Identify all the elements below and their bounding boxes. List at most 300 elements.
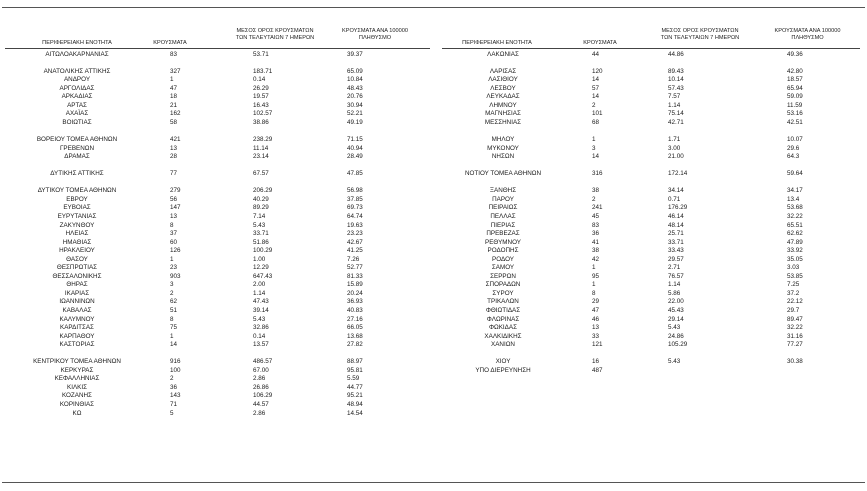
cell-avg: 26.29 <box>253 84 269 92</box>
cell-per: 20.24 <box>347 289 363 297</box>
cell-region: ΝΟΤΙΟΥ ΤΟΜΕΑ ΑΘΗΝΩΝ <box>464 170 542 178</box>
cell-per: 30.38 <box>787 358 803 366</box>
cell-per: 39.37 <box>347 50 363 58</box>
cell-region: ΗΛΕΙΑΣ <box>65 230 89 238</box>
table-row <box>0 187 440 196</box>
table-row <box>0 401 440 410</box>
cell-cases: 2 <box>592 195 596 203</box>
table-row <box>0 290 440 299</box>
table-row <box>0 153 440 162</box>
table-row <box>440 281 867 290</box>
cell-region: ΛΕΣΒΟΥ <box>490 84 516 92</box>
cell-avg: 67.00 <box>253 366 269 374</box>
cell-region: ΠΙΕΡΙΑΣ <box>490 221 516 229</box>
table-row <box>0 256 440 265</box>
cell-region: ΡΟΔΟΠΗΣ <box>487 247 519 255</box>
cell-region: ΑΡΚΑΔΙΑΣ <box>61 93 93 101</box>
cell-cases: 36 <box>592 230 600 238</box>
cell-per: 13.4 <box>787 195 800 203</box>
cell-region: ΘΑΣΟΥ <box>66 255 88 263</box>
cell-avg: 486.57 <box>253 358 273 366</box>
cell-region: ΦΩΚΙΔΑΣ <box>489 324 517 332</box>
cell-per: 77.27 <box>787 341 803 349</box>
cell-cases: 58 <box>170 118 178 126</box>
table-row <box>0 222 440 231</box>
cell-region: ΜΗΛΟΥ <box>491 136 515 144</box>
cell-per: 14.54 <box>347 409 363 417</box>
cell-avg: 57.43 <box>668 84 684 92</box>
cell-per: 34.17 <box>787 187 803 195</box>
cell-region: ΜΑΓΝΗΣΙΑΣ <box>485 110 521 118</box>
cell-region: ΘΕΣΠΡΩΤΙΑΣ <box>56 264 98 272</box>
cell-per: 59.09 <box>787 93 803 101</box>
table-row <box>440 213 867 222</box>
table-row <box>0 213 440 222</box>
cell-cases: 8 <box>592 289 596 297</box>
cell-avg: 40.29 <box>253 195 269 203</box>
cell-avg: 24.86 <box>668 332 684 340</box>
table-row <box>440 298 867 307</box>
cell-cases: 13 <box>592 324 600 332</box>
cell-avg: 2.86 <box>253 409 266 417</box>
cell-per: 52.21 <box>347 110 363 118</box>
cell-cases: 279 <box>170 187 181 195</box>
cell-cases: 33 <box>592 332 600 340</box>
cell-per: 49.36 <box>787 50 803 58</box>
cell-per: 35.05 <box>787 255 803 263</box>
cell-cases: 45 <box>592 212 600 220</box>
cell-avg: 89.29 <box>253 204 269 212</box>
cell-cases: 77 <box>170 170 178 178</box>
cell-avg: 2.86 <box>253 375 266 383</box>
cell-cases: 1 <box>592 281 596 289</box>
cell-cases: 1 <box>592 264 596 272</box>
table-row <box>440 145 867 154</box>
cell-cases: 71 <box>170 401 178 409</box>
cell-region: ΛΑΡΙΣΑΣ <box>489 67 517 75</box>
cell-region: ΚΕΝΤΡΙΚΟΥ ΤΟΜΕΑ ΑΘΗΝΩΝ <box>33 358 121 366</box>
cell-cases: 41 <box>592 238 600 246</box>
cell-region: ΙΚΑΡΙΑΣ <box>64 289 90 297</box>
left-header-region: ΠΕΡΙΦΕΡΕΙΑΚΗ ΕΝΟΤΗΤΑ <box>42 40 112 46</box>
table-row <box>0 410 440 419</box>
cell-cases: 14 <box>592 153 600 161</box>
cell-region: ΑΝΔΡΟΥ <box>63 76 91 84</box>
table-row <box>0 119 440 128</box>
cell-per: 19.63 <box>347 221 363 229</box>
cell-per: 31.16 <box>787 332 803 340</box>
cell-cases: 46 <box>592 315 600 323</box>
cell-region: ΑΧΑΪΑΣ <box>65 110 89 118</box>
cell-cases: 21 <box>170 101 178 109</box>
cell-per: 5.59 <box>347 375 360 383</box>
cell-per: 40.83 <box>347 307 363 314</box>
cell-region: ΧΑΝΙΩΝ <box>491 341 515 349</box>
cell-region: ΚΑΡΔΙΤΣΑΣ <box>60 324 94 332</box>
cell-per: 88.97 <box>347 358 363 366</box>
right-header-per100k <box>760 28 855 41</box>
cell-region: ΥΠΟ ΔΙΕΡΕΥΝΗΣΗ <box>475 366 531 374</box>
cell-cases: 29 <box>592 298 600 306</box>
table-row <box>0 273 440 282</box>
cell-cases: 51 <box>170 307 178 314</box>
cell-per: 29.6 <box>787 144 800 152</box>
cell-per: 11.59 <box>787 101 803 109</box>
cell-per: 36.93 <box>347 298 363 306</box>
left-header-avg <box>220 28 330 41</box>
table-row <box>0 204 440 213</box>
left-header-avg-line1: ΜΕΣΟΣ ΟΡΟΣ ΚΡΟΥΣΜΑΤΩΝ <box>236 28 314 34</box>
cell-cases: 95 <box>592 272 600 280</box>
table-row <box>0 264 440 273</box>
table-row <box>440 136 867 145</box>
cell-cases: 2 <box>592 101 596 109</box>
cell-avg: 23.14 <box>253 153 269 161</box>
table-row <box>0 350 440 359</box>
table-row <box>440 333 867 342</box>
cell-region: ΙΩΑΝΝΙΝΩΝ <box>59 298 95 306</box>
table-row <box>0 110 440 119</box>
cell-region: ΕΥΒΟΙΑΣ <box>63 204 91 212</box>
cell-region: ΧΑΛΚΙΔΙΚΗΣ <box>484 332 522 340</box>
table-row <box>440 170 867 179</box>
cell-region: ΒΟΡΕΙΟΥ ΤΟΜΕΑ ΑΘΗΝΩΝ <box>36 136 118 144</box>
cell-region: ΦΘΙΩΤΙΔΑΣ <box>485 307 521 314</box>
cell-avg: 5.43 <box>668 324 681 332</box>
table-row <box>0 239 440 248</box>
table-row <box>440 153 867 162</box>
table-row <box>440 341 867 350</box>
cell-avg: 102.57 <box>253 110 273 118</box>
right-header-avg-line2: ΤΩΝ ΤΕΛΕΥΤΑΙΩΝ 7 ΗΜΕΡΩΝ <box>660 34 740 41</box>
cell-per: 3.03 <box>787 264 800 272</box>
table-row <box>0 324 440 333</box>
cell-per: 42.51 <box>787 118 803 126</box>
cell-cases: 38 <box>592 247 600 255</box>
table-row <box>440 307 867 316</box>
cell-cases: 62 <box>170 298 178 306</box>
table-row <box>0 341 440 350</box>
cell-cases: 13 <box>170 212 178 220</box>
cell-cases: 2 <box>170 375 174 383</box>
cell-cases: 37 <box>170 230 178 238</box>
cell-cases: 143 <box>170 392 181 400</box>
cell-avg: 51.86 <box>253 238 269 246</box>
table-row <box>0 145 440 154</box>
table-row <box>0 358 440 367</box>
cell-per: 10.07 <box>787 136 803 144</box>
cell-per: 22.12 <box>787 298 803 306</box>
table-row <box>440 247 867 256</box>
cell-per: 42.67 <box>347 238 363 246</box>
cell-per: 59.64 <box>787 170 803 178</box>
cell-per: 62.62 <box>787 230 803 238</box>
cell-avg: 0.71 <box>668 195 681 203</box>
cell-per: 13.68 <box>347 332 363 340</box>
cell-cases: 42 <box>592 255 600 263</box>
cell-cases: 8 <box>170 315 174 323</box>
cell-per: 53.16 <box>787 110 803 118</box>
cell-avg: 11.14 <box>253 144 269 152</box>
table-row <box>440 350 867 359</box>
cell-avg: 5.43 <box>253 315 266 323</box>
table-row <box>440 222 867 231</box>
cell-region: ΜΥΚΟΝΟΥ <box>487 144 519 152</box>
cell-avg: 100.29 <box>253 247 273 255</box>
cell-cases: 2 <box>170 289 174 297</box>
cell-region: ΓΡΕΒΕΝΩΝ <box>59 144 95 152</box>
cell-avg: 76.57 <box>668 272 684 280</box>
table-row <box>0 162 440 171</box>
cell-avg: 47.43 <box>253 298 269 306</box>
table-row <box>0 76 440 85</box>
cell-region: ΠΑΡΟΥ <box>492 195 514 203</box>
cell-avg: 183.71 <box>253 67 273 75</box>
cell-per: 69.73 <box>347 204 363 212</box>
table-row <box>440 76 867 85</box>
cell-region: ΗΜΑΘΙΑΣ <box>62 238 92 246</box>
cell-per: 64.74 <box>347 212 363 220</box>
cell-per: 33.92 <box>787 247 803 255</box>
cell-region: ΣΑΜΟΥ <box>491 264 515 272</box>
cell-cases: 44 <box>592 50 600 58</box>
cell-region: ΣΕΡΡΩΝ <box>490 272 516 280</box>
table-row <box>440 256 867 265</box>
cell-avg: 647.43 <box>253 272 273 280</box>
cell-cases: 60 <box>170 238 178 246</box>
cell-avg: 172.14 <box>668 170 688 178</box>
cell-per: 10.84 <box>347 76 363 84</box>
cell-per: 47.85 <box>347 170 363 178</box>
cell-cases: 56 <box>170 195 178 203</box>
cell-per: 64.3 <box>787 153 800 161</box>
cell-avg: 5.43 <box>668 358 681 366</box>
cell-region: ΚΑΛΥΜΝΟΥ <box>59 315 95 323</box>
cell-avg: 1.14 <box>668 101 681 109</box>
cell-region: ΠΕΛΛΑΣ <box>490 212 516 220</box>
cell-per: 95.21 <box>347 392 363 400</box>
cell-region: ΚΟΡΙΝΘΙΑΣ <box>59 401 95 409</box>
left-header-per100k-line2: ΠΛΗΘΥΣΜΟ <box>358 34 392 41</box>
cell-cases: 3 <box>170 281 174 289</box>
cell-cases: 241 <box>592 204 603 212</box>
cell-per: 66.05 <box>347 324 363 332</box>
table-row <box>440 110 867 119</box>
cell-per: 47.89 <box>787 238 803 246</box>
cell-avg: 106.29 <box>253 392 273 400</box>
cell-cases: 13 <box>170 144 178 152</box>
table-row <box>0 170 440 179</box>
cell-region: ΤΡΙΚΑΛΩΝ <box>487 298 519 306</box>
table-row <box>440 273 867 282</box>
cell-cases: 3 <box>592 144 596 152</box>
cell-avg: 5.86 <box>668 289 681 297</box>
table-row <box>0 179 440 188</box>
cell-region: ΡΕΘΥΜΝΟΥ <box>485 238 521 246</box>
table-row <box>0 136 440 145</box>
table-row <box>0 384 440 393</box>
cell-cases: 14 <box>170 341 178 349</box>
table-row <box>440 324 867 333</box>
cell-per: 42.80 <box>787 67 803 75</box>
right-header-avg <box>645 28 755 41</box>
cell-cases: 23 <box>170 264 178 272</box>
cell-region: ΚΩ <box>72 409 82 417</box>
cell-cases: 120 <box>592 67 603 75</box>
cell-avg: 48.14 <box>668 221 684 229</box>
cell-avg: 26.86 <box>253 383 269 391</box>
cell-avg: 44.86 <box>668 50 684 58</box>
cell-avg: 33.71 <box>253 230 269 238</box>
cell-cases: 126 <box>170 247 181 255</box>
cell-per: 27.16 <box>347 315 363 323</box>
cell-cases: 47 <box>170 84 178 92</box>
cell-avg: 42.71 <box>668 118 684 126</box>
cell-avg: 5.43 <box>253 221 266 229</box>
right-header-rule <box>442 48 860 49</box>
cell-region: ΗΡΑΚΛΕΙΟΥ <box>59 247 95 255</box>
cell-region: ΚΟΖΑΝΗΣ <box>62 392 92 400</box>
cell-region: ΑΡΤΑΣ <box>67 101 87 109</box>
cell-cases: 1 <box>170 332 174 340</box>
table-row <box>0 247 440 256</box>
cell-region: ΖΑΚΥΝΘΟΥ <box>59 221 95 229</box>
cell-cases: 36 <box>170 383 178 391</box>
cell-avg: 33.71 <box>668 238 684 246</box>
table-row <box>0 333 440 342</box>
table-row <box>440 239 867 248</box>
cell-cases: 38 <box>592 187 600 195</box>
cell-avg: 0.14 <box>253 332 266 340</box>
table-row <box>0 59 440 68</box>
table-row <box>440 51 867 60</box>
table-row <box>0 316 440 325</box>
table-row <box>0 51 440 60</box>
cell-region: ΝΗΣΩΝ <box>491 153 515 161</box>
cell-cases: 1 <box>170 255 174 263</box>
cell-cases: 8 <box>170 221 174 229</box>
cell-avg: 10.14 <box>668 76 684 84</box>
cell-per: 48.43 <box>347 84 363 92</box>
cell-per: 49.19 <box>347 118 363 126</box>
cell-avg: 21.00 <box>668 153 684 161</box>
table-row <box>440 264 867 273</box>
cell-avg: 34.14 <box>668 187 684 195</box>
cell-per: 23.23 <box>347 230 363 238</box>
left-header-cases: ΚΡΟΥΣΜΑΤΑ <box>153 40 187 46</box>
table-row <box>440 204 867 213</box>
cell-region: ΜΕΣΣΗΝΙΑΣ <box>484 118 522 126</box>
cell-avg: 44.57 <box>253 401 269 409</box>
table-row <box>0 230 440 239</box>
table-row <box>440 316 867 325</box>
cell-cases: 83 <box>170 50 178 58</box>
left-header-per100k <box>330 28 420 41</box>
table-row <box>0 68 440 77</box>
cell-avg: 25.71 <box>668 230 684 238</box>
cell-cases: 421 <box>170 136 181 144</box>
table-row <box>0 298 440 307</box>
cell-region: ΚΑΣΤΟΡΙΑΣ <box>59 341 95 349</box>
left-header-per100k-line1: ΚΡΟΥΣΜΑΤΑ ΑΝΑ 100000 <box>342 28 408 34</box>
cell-per: 89.47 <box>787 315 803 323</box>
cell-cases: 100 <box>170 366 181 374</box>
cell-per: 15.89 <box>347 281 363 289</box>
cell-per: 7.25 <box>787 281 800 289</box>
cell-cases: 83 <box>592 221 600 229</box>
cell-per: 7.26 <box>347 255 360 263</box>
cell-region: ΡΟΔΟΥ <box>492 255 514 263</box>
cell-cases: 16 <box>592 358 600 366</box>
cell-region: ΠΡΕΒΕΖΑΣ <box>486 230 520 238</box>
cell-cases: 68 <box>592 118 600 126</box>
cell-avg: 105.29 <box>668 341 688 349</box>
table-row <box>440 367 867 376</box>
cell-region: ΑΡΓΟΛΙΔΑΣ <box>59 84 95 92</box>
cell-avg: 46.14 <box>668 212 684 220</box>
top-rule <box>2 7 865 8</box>
cell-per: 37.85 <box>347 195 363 203</box>
cell-avg: 33.43 <box>668 247 684 255</box>
cell-region: ΑΝΑΤΟΛΙΚΗΣ ΑΤΤΙΚΗΣ <box>43 67 111 75</box>
cell-region: ΔΥΤΙΚΟΥ ΤΟΜΕΑ ΑΘΗΝΩΝ <box>37 187 117 195</box>
table-row <box>0 85 440 94</box>
cell-cases: 487 <box>592 366 603 374</box>
right-header-per100k-line1: ΚΡΟΥΣΜΑΤΑ ΑΝΑ 100000 <box>774 28 841 34</box>
left-table <box>0 51 440 419</box>
right-header-cases: ΚΡΟΥΣΜΑΤΑ <box>583 40 617 46</box>
cell-per: 65.09 <box>347 67 363 75</box>
cell-avg: 29.14 <box>668 315 684 323</box>
left-header-rule <box>5 48 430 49</box>
cell-per: 65.94 <box>787 84 803 92</box>
cell-avg: 2.71 <box>668 264 681 272</box>
table-row <box>440 358 867 367</box>
right-table <box>440 51 867 376</box>
cell-cases: 916 <box>170 358 181 366</box>
cell-region: ΣΥΡΟΥ <box>492 289 514 297</box>
cell-region: ΔΡΑΜΑΣ <box>64 153 90 161</box>
cell-avg: 89.43 <box>668 67 684 75</box>
cell-region: ΛΗΜΝΟΥ <box>489 101 517 109</box>
cell-avg: 2.00 <box>253 281 266 289</box>
cell-cases: 14 <box>592 93 600 101</box>
cell-avg: 16.43 <box>253 101 269 109</box>
cell-avg: 1.00 <box>253 255 266 263</box>
cell-per: 32.22 <box>787 324 803 332</box>
cell-region: ΚΕΦΑΛΛΗΝΙΑΣ <box>54 375 100 383</box>
table-row <box>0 392 440 401</box>
table-row <box>440 119 867 128</box>
cell-avg: 176.29 <box>668 204 688 212</box>
cell-cases: 14 <box>592 76 600 84</box>
cell-cases: 5 <box>170 409 174 417</box>
cell-region: ΞΑΝΘΗΣ <box>489 187 517 195</box>
cell-avg: 22.00 <box>668 298 684 306</box>
cell-avg: 7.14 <box>253 212 266 220</box>
cell-cases: 18 <box>170 93 178 101</box>
cell-cases: 327 <box>170 67 181 75</box>
cell-avg: 19.57 <box>253 93 269 101</box>
cell-avg: 7.57 <box>668 93 681 101</box>
cell-avg: 1.14 <box>668 281 681 289</box>
table-row <box>440 59 867 68</box>
table-row <box>440 128 867 137</box>
cell-avg: 12.29 <box>253 264 269 272</box>
cell-cases: 121 <box>592 341 603 349</box>
cell-region: ΒΟΙΩΤΙΑΣ <box>62 118 92 126</box>
cell-per: 48.94 <box>347 401 363 409</box>
